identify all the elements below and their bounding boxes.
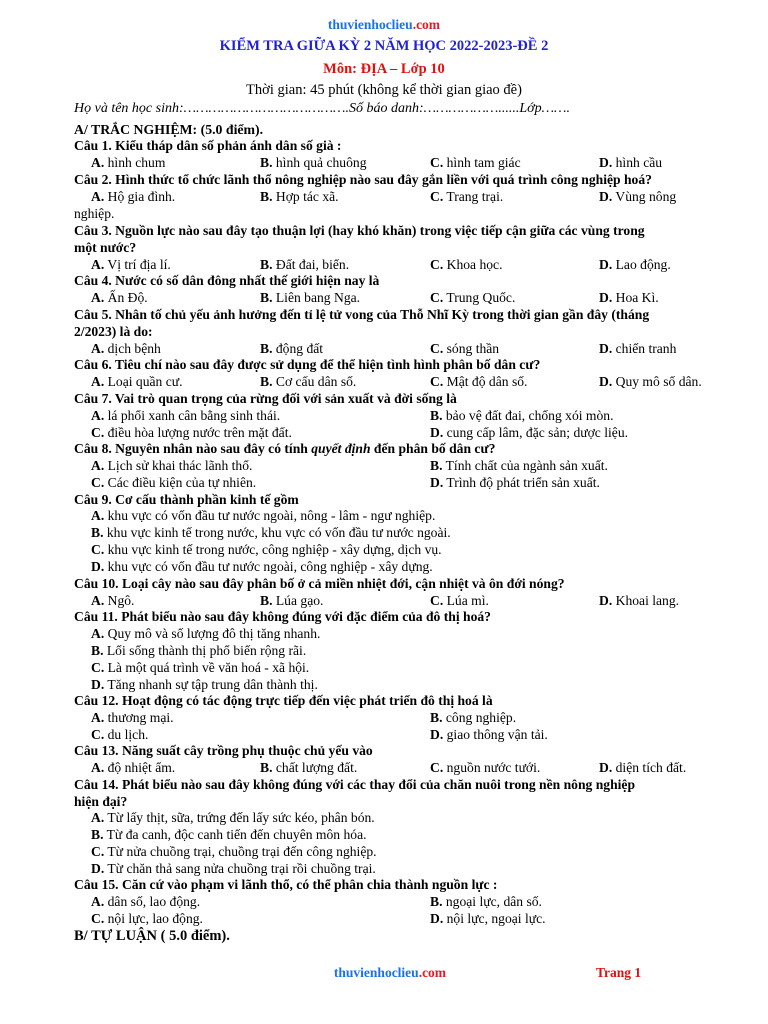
question-10: Câu 10. Loại cây nào sau đây phân bố ở cả miền nhiệt đới, cận nhiệt và ôn đới nóng?	[74, 576, 565, 591]
option-d: D. cung cấp lâm, đặc sản; dược liệu.	[430, 425, 629, 440]
footer-website-link[interactable]: thuvienhoclieu.com	[333, 965, 447, 980]
option-a: A. hình chum	[91, 155, 166, 170]
option-a: A. Vị trí địa lí.	[91, 257, 171, 272]
option-b: B. Lúa gạo.	[260, 593, 324, 608]
option-d: D. Vùng nông	[599, 189, 677, 204]
option-d: D. chiến tranh	[599, 341, 677, 356]
question-5-line1: Câu 5. Nhân tố chủ yếu ảnh hưởng đến tỉ lệ tử vong của Thỗ Nhĩ Kỳ trong thời gian gần đây (tháng	[74, 307, 650, 322]
option-d: D. Trình độ phát triển sản xuất.	[430, 475, 600, 490]
option-c: C. Trang trại.	[430, 189, 504, 204]
option-c: C. điều hòa lượng nước trên mặt đất.	[91, 425, 292, 440]
question-3-line1: Câu 3. Nguồn lực nào sau đây tạo thuận lợi (hay khó khăn) trong việc tiếp cận giữa các vùng trong	[74, 223, 645, 238]
option-d: D. Lao động.	[599, 257, 671, 272]
question-15: Câu 15. Căn cứ vào phạm vi lãnh thổ, có thể phân chia thành nguồn lực :	[74, 877, 498, 892]
exam-title: KIỂM TRA GIỮA KỲ 2 NĂM HỌC 2022-2023-ĐỀ 2	[219, 38, 549, 54]
option-b: B. Đất đai, biển.	[260, 257, 350, 272]
option-b: B. chất lượng đất.	[260, 760, 358, 775]
option-c: C. sóng thần	[430, 341, 500, 356]
exam-page: thuvienhoclieu.com KIỂM TRA GIỮA KỲ 2 NĂM HỌC 2022-2023-ĐỀ 2 Môn: ĐỊA – Lớp 10 Thời gian: 45 phút (không kể thời gian giao đề) Họ và tên học sinh:………………………………….Số báo danh:………………......Lớp……. A/ TRẮC NGHIỆM: (5.0 điểm). Câu 1. Kiểu tháp dân số phản ánh dân số già : A. hình chum B. hình quả chuông C. hình tam giác D. hình cầu Câu 2. Hình thức tổ chức lãnh thổ nông nghiệp nào sau đây gắn liền với quá trình công nghiệp hoá? A. Hộ gia đình. B. Hợp tác xã. C. Trang trại. D. Vùng nông nghiệp. Câu 3. Nguồn lực nào sau đây tạo thuận lợi (hay khó khăn) trong việc tiếp cận giữa các vùng trong một nước? A. Vị trí địa lí. B. Đất đai, biển. C. Khoa học. D. Lao động. Câu 4. Nước có số dân đông nhất thế giới hiện nay là A. Ấn Độ. B. Liên bang Nga. C. Trung Quốc. D. Hoa Kì. Câu 5. Nhân tố chủ yếu ảnh hưởng đến tỉ lệ tử vong của Thỗ Nhĩ Kỳ trong thời gian gần đây (tháng 2/2023) là do: A. dịch bệnh B. động đất C. sóng thần D. chiến tranh Câu 6. Tiêu chí nào sau đây được sử dụng để thể hiện tình hình phân bố dân cư? A. Loại quần cư. B. Cơ cấu dân số. C. Mật độ dân số. D. Quy mô số dân. Câu 7. Vai trò quan trọng của rừng đối với sản xuất và đời sống là A. lá phổi xanh cân bằng sinh thái. B. bảo vệ đất đai, chống xói mòn. C. điều hòa lượng nước trên mặt đất. D. cung cấp lâm, đặc sản; dược liệu. Câu 8. Nguyên nhân nào sau đây có tính quyết định đến phân bố dân cư? A. Lịch sử khai thác lãnh thổ. B. Tính chất của ngành sản xuất. C. Các điều kiện của tự nhiên. D. Trình độ phát triển sản xuất. Câu 9. Cơ cấu thành phần kinh tế gồm A. khu vực có vốn đầu tư nước ngoài, nông - lâm - ngư nghiệp. B. khu vực kinh tế trong nước, khu vực có vốn đầu tư nước ngoài. C. khu vực kinh tế trong nước, công nghiệp - xây dựng, dịch vụ. D. khu vực có vốn đầu tư nước ngoài, công nghiệp - xây dựng. Câu 10. Loại cây nào sau đây phân bố ở cả miền nhiệt đới, cận nhiệt và ôn đới nóng? A. Ngô. B. Lúa gạo. C. Lúa mì. D. Khoai lang. Câu 11. Phát biểu nào sau đây không đúng với đặc điểm của đô thị hoá? A. Quy mô và số lượng đô thị tăng nhanh. B. Lối sống thành thị phổ biến rộng rãi. C. Là một quá trình về văn hoá - xã hội. D. Tăng nhanh sự tập trung dân thành thị. Câu 12. Hoạt động có tác động trực tiếp đến việc phát triển đô thị hoá là A. thương mại. B. công nghiệp. C. du lịch. D. giao thông vận tải. Câu 13. Năng suất cây trồng phụ thuộc chủ yếu vào A. độ nhiệt ẩm. B. chất lượng đất. C. nguồn nước tưới. D. diện tích đất. Câu 14. Phát biểu nào sau đây không đúng với các thay đổi của chăn nuôi trong nền nông nghiệp hiện đại? A. Từ lấy thịt, sữa, trứng đến lấy sức kéo, phân bón. B. Từ đa canh, độc canh tiến đến chuyên môn hóa. C. Từ nửa chuồng trại, chuồng trại đến công nghiệp. D. Từ chăn thả sang nửa chuồng trại rồi chuồng trại. Câu 15. Căn cứ vào phạm vi lãnh thổ, có thể phân chia thành nguồn lực : A. dân số, lao động. B. ngoại lực, dân số. C. nội lực, lao động. D. nội lực, ngoại lực. B/ TỰ LUẬN ( 5.0 điểm). thuvienhoclieu.com Trang 1	[0, 0, 768, 1024]
header-website-link[interactable]: thuvienhoclieu.com	[327, 17, 441, 32]
question-3-line2: một nước?	[74, 240, 137, 255]
exam-time: Thời gian: 45 phút (không kể thời gian giao đề)	[246, 82, 522, 98]
option-a: A. thương mại.	[91, 710, 174, 725]
option-d: D. Khoai lang.	[599, 593, 680, 608]
option-a: A. độ nhiệt ẩm.	[91, 760, 176, 775]
option-c: C. Trung Quốc.	[430, 290, 516, 305]
option-c: C. hình tam giác	[430, 155, 521, 170]
question-12: Câu 12. Hoạt động có tác động trực tiếp đến việc phát triển đô thị hoá là	[74, 693, 493, 708]
option-d: D. Quy mô số dân.	[599, 374, 702, 389]
option-c: C. Mật độ dân số.	[430, 374, 528, 389]
option-c: C. Các điều kiện của tự nhiên.	[91, 475, 257, 490]
question-14-line1: Câu 14. Phát biểu nào sau đây không đúng với các thay đổi của chăn nuôi trong nền nông nghiệp	[74, 777, 636, 792]
option-d: D. hình cầu	[599, 155, 663, 170]
option-c: C. nguồn nước tưới.	[430, 760, 541, 775]
question-1: Câu 1. Kiểu tháp dân số phản ánh dân số già :	[74, 138, 342, 153]
option-b: B. Cơ cấu dân số.	[260, 374, 357, 389]
question-11: Câu 11. Phát biểu nào sau đây không đúng với đặc điểm của đô thị hoá?	[74, 609, 491, 624]
option-b: B. Hợp tác xã.	[260, 189, 339, 204]
question-7: Câu 7. Vai trò quan trọng của rừng đối với sản xuất và đời sống là	[74, 391, 457, 406]
page-number: Trang 1	[596, 965, 642, 980]
section-b-heading: B/ TỰ LUẬN ( 5.0 điểm).	[74, 928, 230, 944]
option-a: A. dịch bệnh	[91, 341, 161, 356]
student-info-line: Họ và tên học sinh:………………………………….Số báo danh:………………......Lớp…….	[74, 101, 570, 116]
option-d: D. giao thông vận tải.	[430, 727, 548, 742]
option-b: B. bảo vệ đất đai, chống xói mòn.	[430, 408, 614, 423]
option-d: D. Hoa Kì.	[599, 290, 659, 305]
option-a: A. dân số, lao động.	[91, 894, 201, 909]
question-9: Câu 9. Cơ cấu thành phần kinh tế gồm	[74, 492, 299, 507]
option-b: B. ngoại lực, dân số.	[430, 894, 542, 909]
question-2-option-d-continued: nghiệp.	[74, 206, 115, 221]
option-a: A. Loại quần cư.	[91, 374, 183, 389]
section-a-heading: A/ TRẮC NGHIỆM: (5.0 điểm).	[74, 122, 264, 137]
option-c: C. Khoa học.	[430, 257, 503, 272]
question-8: Câu 8. Nguyên nhân nào sau đây có tính quyết định đến phân bố dân cư?	[74, 441, 496, 456]
option-b: B. hình quả chuông	[260, 155, 367, 170]
question-2: Câu 2. Hình thức tổ chức lãnh thổ nông nghiệp nào sau đây gắn liền với quá trình công nghiệp hoá?	[74, 172, 652, 187]
question-4: Câu 4. Nước có số dân đông nhất thế giới hiện nay là	[74, 273, 380, 288]
option-a: A. Ấn Độ.	[91, 290, 148, 305]
exam-subject: Môn: ĐỊA – Lớp 10	[323, 61, 445, 77]
option-b: B. động đất	[260, 341, 324, 356]
option-d: D. nội lực, ngoại lực.	[430, 911, 546, 926]
option-a: A. Lịch sử khai thác lãnh thổ.	[91, 458, 253, 473]
question-6: Câu 6. Tiêu chí nào sau đây được sử dụng để thể hiện tình hình phân bố dân cư?	[74, 357, 541, 372]
option-a: A. Hộ gia đình.	[91, 189, 176, 204]
option-b: B. Liên bang Nga.	[260, 290, 361, 305]
question-13: Câu 13. Năng suất cây trồng phụ thuộc chủ yếu vào	[74, 743, 373, 758]
option-a: A. Ngô.	[91, 593, 135, 608]
option-a: A. lá phổi xanh cân bằng sinh thái.	[91, 408, 281, 423]
option-c: C. nội lực, lao động.	[91, 911, 203, 926]
question-5-line2: 2/2023) là do:	[74, 324, 153, 339]
option-b: B. Tính chất của ngành sản xuất.	[430, 458, 608, 473]
option-b: B. công nghiệp.	[430, 710, 517, 725]
option-c: C. du lịch.	[91, 727, 149, 742]
option-c: C. Lúa mì.	[430, 593, 489, 608]
question-14-line2: hiện đại?	[74, 794, 128, 809]
option-d: D. diện tích đất.	[599, 760, 687, 775]
